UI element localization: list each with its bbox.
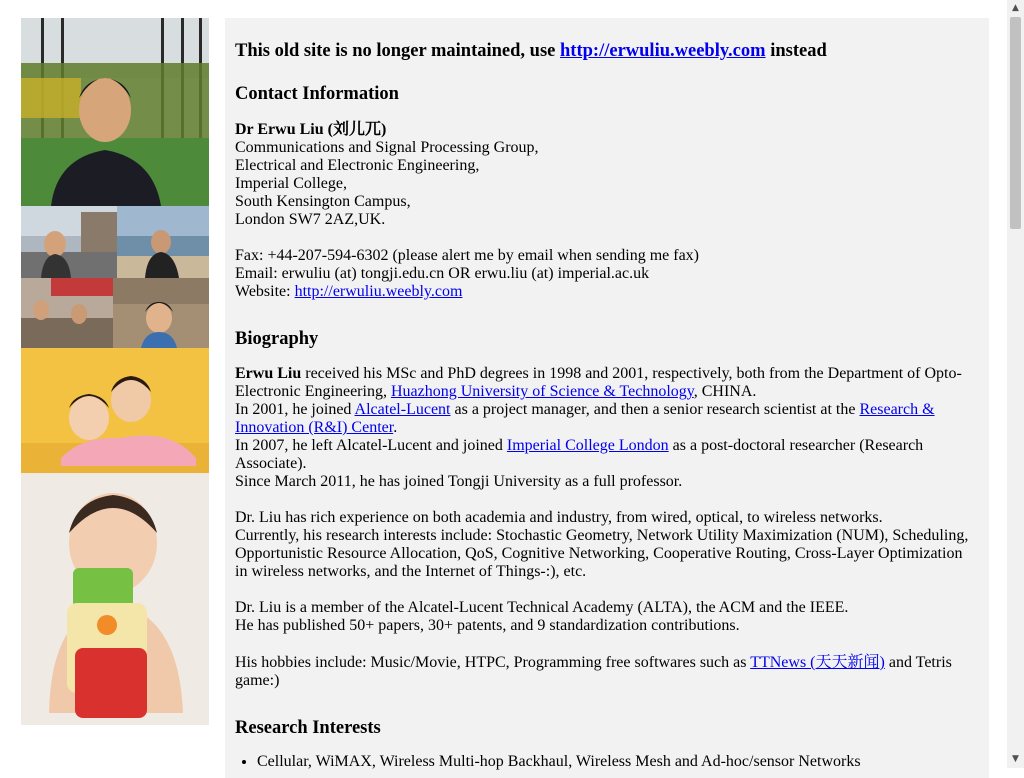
bio-paragraph bbox=[235, 401, 975, 437]
photo-street bbox=[21, 206, 117, 278]
bio-paragraph: Currently, his research interests include: Stochastic Geometry, Network Utility Maximization (NUM), Scheduling, Opportunistic Resource Allocation, QoS, Cognitive Networking, Cooperative Routing, Cross-Layer Optimization in wireless networks, and the Internet of Things-:), etc. bbox=[235, 527, 969, 580]
photo-baby bbox=[21, 473, 209, 725]
fax-line: Fax: +44-207-594-6302 (please alert me by email when sending me fax) bbox=[235, 247, 699, 264]
vertical-scrollbar[interactable] bbox=[1007, 0, 1024, 768]
notice-text: This old site is no longer maintained, use bbox=[235, 41, 561, 61]
address-line: South Kensington Campus, bbox=[235, 193, 411, 210]
notice-suffix: instead bbox=[765, 41, 827, 61]
bio-text: and Tetris game:) bbox=[235, 654, 952, 689]
alcatel-lucent-link[interactable]: Alcatel-Lucent bbox=[354, 401, 451, 418]
bio-text: as a project manager, and then a senior research scientist at the bbox=[450, 401, 860, 418]
contact-block bbox=[235, 121, 975, 301]
website-link[interactable]: http://erwuliu.weebly.com bbox=[294, 283, 463, 300]
main-content bbox=[225, 18, 989, 778]
address-line: London SW7 2AZ,UK. bbox=[235, 211, 386, 228]
huazhong-link[interactable]: Huazhong University of Science & Technology bbox=[390, 383, 694, 400]
photo-beach bbox=[117, 206, 209, 278]
bio-paragraph: Dr. Liu has rich experience on both academia and industry, from wired, optical, to wireless networks. bbox=[235, 509, 883, 526]
bio-name: Erwu Liu bbox=[235, 365, 302, 382]
website-label: Website: bbox=[235, 283, 295, 300]
research-interests-list bbox=[225, 753, 989, 771]
photo-market bbox=[21, 278, 113, 348]
bio-paragraph: He has published 50+ papers, 30+ patents, and 9 standardization contributions. bbox=[235, 617, 740, 634]
photo-child-market bbox=[113, 278, 209, 348]
photo-kids bbox=[21, 348, 209, 473]
bio-text: , CHINA. bbox=[693, 383, 757, 400]
bio-text: received his MSc and PhD degrees in 1998 and 2001, respectively, both from the Department of Opto-Electronic Engineering, bbox=[235, 365, 962, 400]
bio-paragraph: Since March 2011, he has joined Tongji University as a full professor. bbox=[235, 473, 683, 490]
bio-paragraph bbox=[235, 654, 975, 690]
photo-column bbox=[21, 18, 209, 725]
biography-heading: Biography bbox=[235, 329, 319, 349]
biography-block bbox=[235, 365, 975, 690]
scrollbar-thumb[interactable] bbox=[1010, 17, 1021, 229]
list-item: • Cellular, WiMAX, Wireless Multi-hop Backhaul, Wireless Mesh and Ad-hoc/sensor Networks bbox=[257, 753, 989, 771]
new-site-link[interactable]: http://erwuliu.weebly.com bbox=[560, 41, 766, 61]
site-notice bbox=[235, 40, 827, 62]
bio-paragraph bbox=[235, 365, 975, 401]
address-line: Imperial College, bbox=[235, 175, 347, 192]
bio-text: His hobbies include: Music/Movie, HTPC, Programming free softwares such as bbox=[235, 654, 751, 671]
research-innovation-link[interactable]: Research & Innovation (R&I) Center bbox=[235, 401, 935, 436]
bio-paragraph bbox=[235, 437, 975, 473]
research-interests-heading: Research Interests bbox=[235, 718, 381, 738]
contact-heading: Contact Information bbox=[235, 84, 399, 104]
address-line: Electrical and Electronic Engineering, bbox=[235, 157, 480, 174]
website-line bbox=[235, 283, 975, 301]
address-line: Communications and Signal Processing Group, bbox=[235, 139, 539, 156]
scroll-up-arrow-icon[interactable]: ▲ bbox=[1012, 3, 1019, 13]
imperial-college-link[interactable]: Imperial College London bbox=[506, 437, 669, 454]
ttnews-link[interactable]: TTNews (天天新闻) bbox=[750, 654, 885, 671]
portrait-photo bbox=[21, 18, 209, 206]
contact-name: Dr Erwu Liu (刘儿兀) bbox=[235, 121, 387, 138]
email-line: Email: erwuliu (at) tongji.edu.cn OR erwu.liu (at) imperial.ac.uk bbox=[235, 265, 650, 282]
bio-text: In 2007, he left Alcatel-Lucent and joined bbox=[235, 437, 507, 454]
bio-paragraph: Dr. Liu is a member of the Alcatel-Lucent Technical Academy (ALTA), the ACM and the IEEE. bbox=[235, 599, 849, 616]
bio-text: In 2001, he joined bbox=[235, 401, 355, 418]
bio-text: . bbox=[393, 419, 398, 436]
scroll-down-arrow-icon[interactable]: ▼ bbox=[1012, 754, 1019, 764]
bio-text: as a post-doctoral researcher (Research Associate). bbox=[235, 437, 924, 472]
